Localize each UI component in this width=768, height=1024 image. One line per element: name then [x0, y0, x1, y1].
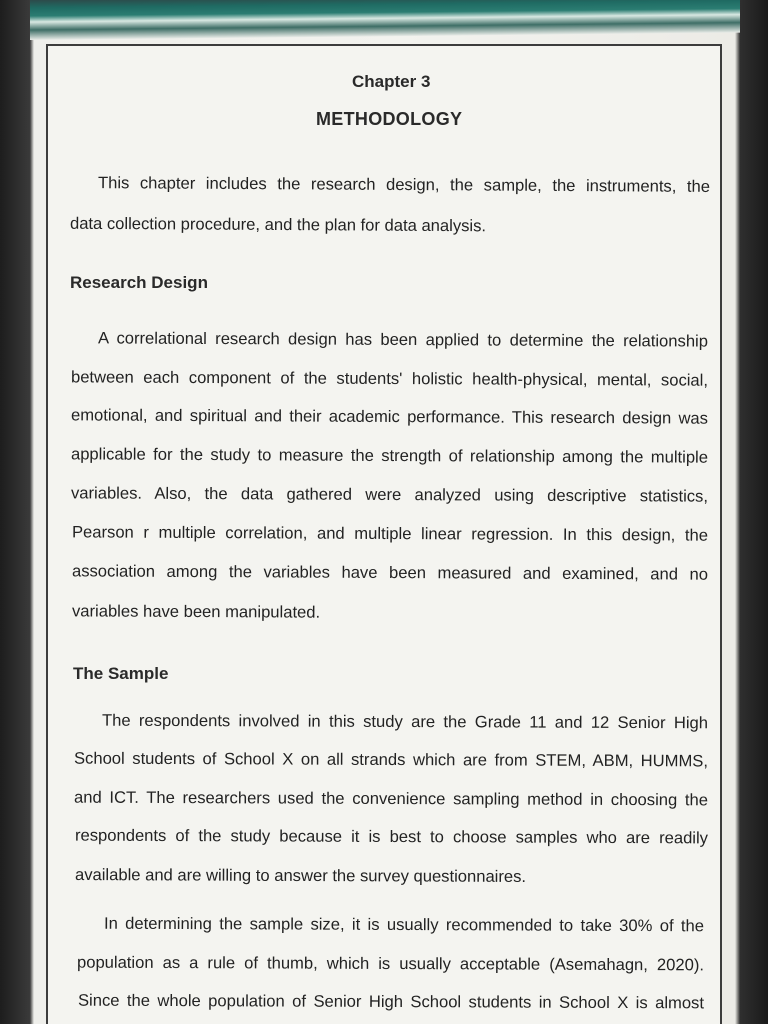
research-design-line: variables have been manipulated.	[71, 601, 321, 622]
chapter-title: METHODOLOGY	[316, 109, 463, 129]
research-design-line: A correlational research design has been applied to determine the relationship	[97, 328, 709, 351]
binding-edge	[30, 0, 740, 40]
intro-line-2: data collection procedure, and the plan for data analysis.	[69, 213, 487, 236]
sample-line: available and are willing to answer the survey questionnaires.	[74, 865, 527, 886]
research-design-line: variables. Also, the data gathered were analyzed using descriptive statistics,	[70, 483, 709, 506]
research-design-line: emotional, and spiritual and their academic performance. This research design was	[70, 405, 709, 428]
sample-line: and ICT. The researchers used the convenience sampling method in choosing the	[73, 787, 709, 810]
section-heading-research-design: Research Design	[70, 273, 208, 292]
sample-line: School students of School X on all strands which are from STEM, ABM, HUMMS,	[73, 748, 709, 771]
sample-line: The respondents involved in this study are the Grade 11 and 12 Senior High	[101, 710, 709, 733]
sample-line: respondents of the study because it is best to choose samples who are readily	[74, 825, 709, 848]
research-design-line: association among the variables have been measured and examined, and no	[71, 561, 709, 584]
intro-line-1: This chapter includes the research design, the sample, the instruments, the	[97, 173, 711, 196]
sample-line: Since the whole population of Senior High School students in School X is almost	[77, 990, 705, 1013]
sample-line: population as a rule of thumb, which is usually acceptable (Asemahagn, 2020).	[76, 952, 705, 975]
chapter-label: Chapter 3	[352, 72, 431, 91]
section-heading-the-sample: The Sample	[73, 664, 169, 683]
research-design-line: between each component of the students' holistic health-physical, mental, social,	[70, 367, 709, 390]
research-design-line: applicable for the study to measure the strength of relationship among the multiple	[70, 444, 709, 467]
research-design-line: Pearson r multiple correlation, and multiple linear regression. In this design, the	[71, 522, 709, 545]
sample-line: In determining the sample size, it is usually recommended to take 30% of the	[103, 913, 705, 936]
